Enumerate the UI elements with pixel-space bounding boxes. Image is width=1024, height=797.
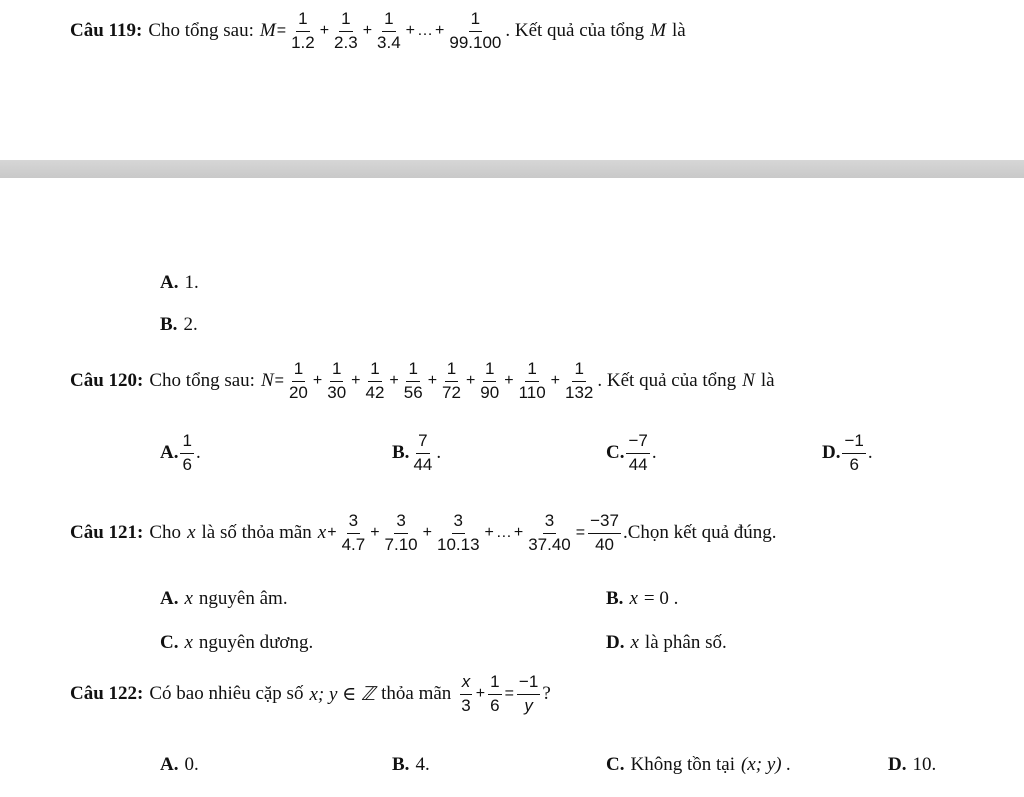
math-var: M	[259, 20, 276, 42]
answer-option-a[interactable]: A. 1.	[160, 272, 199, 293]
fraction: $\frac{1}{30}$	[327, 359, 347, 402]
fraction: $\frac{1}{56}$	[403, 359, 423, 402]
fraction: $\frac{-1}{y}$	[518, 672, 539, 715]
answer-option-c[interactable]: C. Không tồn tại (x; y) .	[606, 754, 792, 775]
answer-option-a[interactable]: A. $\frac{1}{6}$ .	[160, 431, 201, 474]
fraction: $\frac{1}{2.3}$	[334, 9, 358, 52]
fraction: $\frac{3}{4.7}$	[341, 511, 366, 554]
fraction: $\frac{1}{90}$	[480, 359, 500, 402]
question-119: Câu 119: Cho tổng sau: M = $\frac{1}{1.2}$ + $\frac{1}{2.3}$ + $\frac{1}{3.4}$ + … + $\frac{1}{99.100}$ . Kết quả của tổng M là	[70, 9, 686, 52]
question-121: Câu 121: Cho x là số thỏa mãn x + $\frac{3}{4.7}$ + $\frac{3}{7.10}$ + $\frac{3}{10.13}$ + … + $\frac{3}{37.40}$ = $\frac{-37}{40}$ .Chọn kết quả đúng.	[70, 511, 777, 554]
fraction: $\frac{1}{20}$	[288, 359, 308, 402]
question-122: Câu 122: Có bao nhiêu cặp số x; y ∈ ℤ thỏa mãn $\frac{x}{3}$ + $\frac{1}{6}$ = $\frac{-1}{y}$ ?	[70, 672, 551, 715]
answer-option-d[interactable]: D. $\frac{-1}{6}$ .	[822, 431, 873, 474]
fraction: $\frac{1}{3.4}$	[377, 9, 401, 52]
answer-option-c[interactable]: C. $\frac{-7}{44}$ .	[606, 431, 657, 474]
answer-option-c[interactable]: C. x nguyên dương.	[160, 632, 314, 653]
fraction: $\frac{1}{132}$	[565, 359, 594, 402]
fraction: $\frac{1}{1.2}$	[291, 9, 315, 52]
question-label: Câu 119:	[70, 20, 143, 42]
fraction: $\frac{1}{72}$	[442, 359, 461, 402]
fraction: $\frac{3}{37.40}$	[528, 511, 571, 554]
question-text: Cho tổng sau:	[148, 20, 254, 42]
answer-option-b[interactable]: B. 4.	[392, 754, 430, 775]
answer-option-a[interactable]: A. 0.	[160, 754, 199, 775]
answer-option-d[interactable]: D. x là phân số.	[606, 632, 727, 653]
fraction: $\frac{1}{6}$	[490, 672, 500, 715]
fraction: $\frac{3}{10.13}$	[436, 511, 480, 554]
question-label: Câu 121:	[70, 522, 144, 544]
answer-option-b[interactable]: B. x = 0 .	[606, 588, 679, 609]
answer-option-b[interactable]: B. $\frac{7}{44}$ .	[392, 431, 442, 474]
question-text: Cho tổng sau:	[149, 370, 255, 392]
answer-option-b[interactable]: B. 2.	[160, 314, 198, 335]
question-120: Câu 120: Cho tổng sau: N = $\frac{1}{20}$ + $\frac{1}{30}$ + $\frac{1}{42}$ + $\frac{1}{56}$ + $\frac{1}{72}$ + $\frac{1}{90}$ + $\frac{1}{110}$ + $\frac{1}{132}$ . Kết quả của tổng N là	[70, 359, 775, 402]
page-divider	[0, 160, 1024, 178]
question-label: Câu 122:	[70, 683, 144, 705]
answer-option-d[interactable]: D. 10.	[888, 754, 937, 775]
answer-option-a[interactable]: A. x nguyên âm.	[160, 588, 288, 609]
fraction: $\frac{3}{7.10}$	[384, 511, 418, 554]
question-label: Câu 120:	[70, 370, 144, 392]
fraction: $\frac{-37}{40}$	[590, 511, 619, 554]
fraction: $\frac{1}{110}$	[518, 359, 546, 402]
fraction: $\frac{1}{99.100}$	[449, 9, 502, 52]
fraction: $\frac{1}{42}$	[365, 359, 385, 402]
fraction: $\frac{x}{3}$	[461, 672, 471, 715]
